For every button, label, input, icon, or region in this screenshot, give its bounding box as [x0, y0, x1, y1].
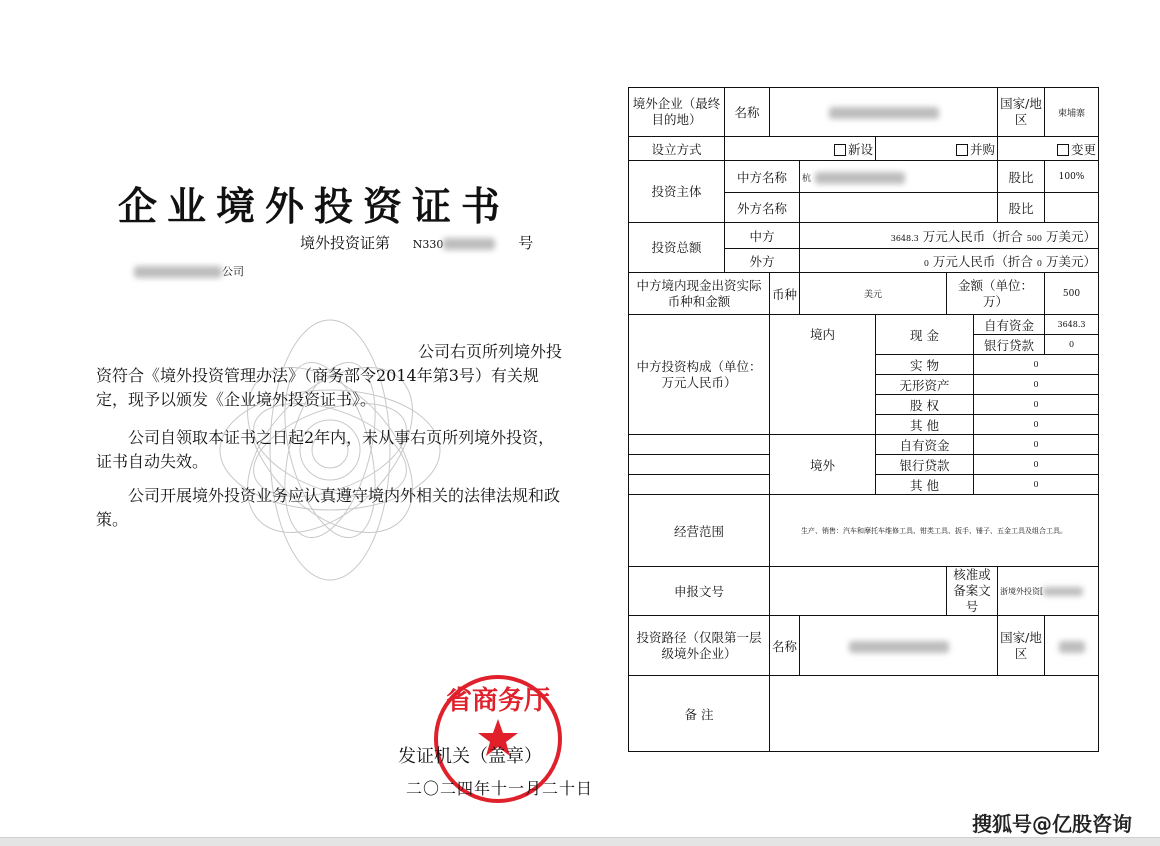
- setup-option-merger: 并购: [876, 137, 998, 161]
- other-label: 其 他: [876, 415, 974, 435]
- issuing-authority: 发证机关（盖章）: [398, 746, 542, 767]
- redacted-route-name: [849, 641, 949, 653]
- cn-side-label: 中方: [725, 223, 800, 249]
- os-other-value: 0: [974, 475, 1099, 495]
- route-label: 投资路径（仅限第一层级境外企业）: [629, 616, 770, 676]
- cert-no-prefix: N330: [412, 238, 444, 251]
- checkbox-new: [834, 144, 846, 156]
- source-watermark: 搜狐号@亿股咨询: [972, 812, 1132, 836]
- foreign-usd: 0: [1036, 258, 1042, 268]
- approval-value: 浙境外投资[: [998, 567, 1099, 616]
- route-name-value: [800, 616, 998, 676]
- foreign-name-value: [800, 193, 998, 223]
- amount-value: 500: [1045, 273, 1099, 315]
- country-value: 柬埔寨: [1045, 88, 1099, 137]
- checkbox-merger: [956, 144, 968, 156]
- cert-no-label: 境外投资证第: [300, 234, 391, 252]
- route-country-label: 国家/地区: [998, 616, 1045, 676]
- country-label: 国家/地区: [998, 88, 1045, 137]
- share-label: 股比: [998, 161, 1045, 193]
- composition-cont: [629, 435, 770, 455]
- issue-date: 二〇二四年十一月二十日: [406, 779, 594, 798]
- foreign-amount: 0: [923, 258, 929, 268]
- cn-name-label: 中方名称: [725, 161, 800, 193]
- foreign-share-value: [1045, 193, 1099, 223]
- os-own-funds-label: 自有资金: [876, 435, 974, 455]
- cn-amount-row: [800, 223, 1099, 249]
- rmb-unit: 万元人民币（折合: [922, 228, 1023, 244]
- bank-loan-value: 0: [1045, 335, 1099, 355]
- dest-label: 境外企业（最终目的地）: [629, 88, 725, 137]
- approval-label: 核准或备案文号: [947, 567, 998, 616]
- currency-value: 美元: [800, 273, 947, 315]
- bank-loan-label: 银行贷款: [974, 335, 1045, 355]
- investment-details-table: [628, 87, 1099, 752]
- cn-name-value: 杭: [800, 161, 998, 193]
- scope-value: 生产、销售：汽车和摩托车维修工具、钳类工具、扳手、锤子、五金工具及组合工具。: [770, 495, 1099, 567]
- physical-value: 0: [974, 355, 1099, 375]
- paragraph-validity: 公司自领取本证书之日起2年内，未从事右页所列境外投资，证书自动失效。: [96, 428, 555, 471]
- os-own-funds-value: 0: [974, 435, 1099, 455]
- cert-no-suffix: 号: [518, 234, 534, 252]
- foreign-amount-row: [800, 249, 1099, 273]
- own-funds-label: 自有资金: [974, 315, 1045, 335]
- paragraph-compliance: 公司右页所列境外投资符合《境外投资管理办法》（商务部令2014年第3号）有关规定，现予以颁发《企业境外投资证书》。: [96, 342, 563, 409]
- cash-label: 中方境内现金出资实际币种和金额: [629, 273, 770, 315]
- os-bank-loan-value: 0: [974, 455, 1099, 475]
- total-label: 投资总额: [629, 223, 725, 273]
- scope-label: 经营范围: [629, 495, 770, 567]
- equity-value: 0: [974, 395, 1099, 415]
- equity-label: 股 权: [876, 395, 974, 415]
- share-label-2: 股比: [998, 193, 1045, 223]
- physical-label: 实 物: [876, 355, 974, 375]
- cash-sub-label: 现 金: [876, 315, 974, 355]
- os-bank-loan-label: 银行贷款: [876, 455, 974, 475]
- route-name-label: 名称: [770, 616, 800, 676]
- remarks-value: [770, 676, 1099, 752]
- amount-label: 金额（单位：万）: [947, 273, 1045, 315]
- redacted-route-country: [1059, 641, 1085, 653]
- domestic-label: 境内: [770, 315, 876, 435]
- redacted-cert-number: [443, 238, 495, 250]
- investor-label: 投资主体: [629, 161, 725, 223]
- composition-cont-2: [629, 455, 770, 475]
- usd-unit-2: 万美元）: [1045, 253, 1096, 269]
- paragraph-regulations: 公司开展境外投资业务应认真遵守境内外相关的法律法规和政策。: [96, 486, 561, 529]
- company-suffix: 公司: [222, 265, 244, 278]
- redacted-company-name: [134, 266, 222, 278]
- intangible-value: 0: [974, 375, 1099, 395]
- foreign-side-label: 外方: [725, 249, 800, 273]
- redacted-approval-no: [1043, 587, 1083, 596]
- route-country-value: [1045, 616, 1099, 676]
- os-other-label: 其 他: [876, 475, 974, 495]
- checkbox-change: [1057, 144, 1069, 156]
- setup-option-change: 变更: [998, 137, 1099, 161]
- redacted-dest-name: [829, 107, 939, 119]
- certificate-number: [300, 232, 533, 253]
- share-value: 100%: [1045, 161, 1099, 193]
- cn-amount: 3648.3: [890, 233, 919, 243]
- seal-text: 省商务厅: [445, 686, 551, 716]
- certificate-title: 企业境外投资证书: [117, 184, 510, 230]
- dest-name-value: [770, 88, 998, 137]
- overseas-label: 境外: [770, 435, 876, 495]
- currency-label: 币种: [770, 273, 800, 315]
- foreign-name-label: 外方名称: [725, 193, 800, 223]
- doc-no-value: [770, 567, 947, 616]
- setup-option-new: 新设: [725, 137, 876, 161]
- composition-label: 中方投资构成（单位：万元人民币）: [629, 315, 770, 435]
- composition-cont-3: [629, 475, 770, 495]
- usd-unit: 万美元）: [1045, 228, 1096, 244]
- name-label: 名称: [725, 88, 770, 137]
- company-name: [134, 263, 244, 279]
- redacted-cn-name: [815, 172, 905, 184]
- doc-no-label: 申报文号: [629, 567, 770, 616]
- rmb-unit-2: 万元人民币（折合: [932, 253, 1033, 269]
- cn-usd: 500: [1026, 233, 1042, 243]
- remarks-label: 备 注: [629, 676, 770, 752]
- intangible-label: 无形资产: [876, 375, 974, 395]
- setup-label: 设立方式: [629, 137, 725, 161]
- other-value: 0: [974, 415, 1099, 435]
- own-funds-value: 3648.3: [1045, 315, 1099, 335]
